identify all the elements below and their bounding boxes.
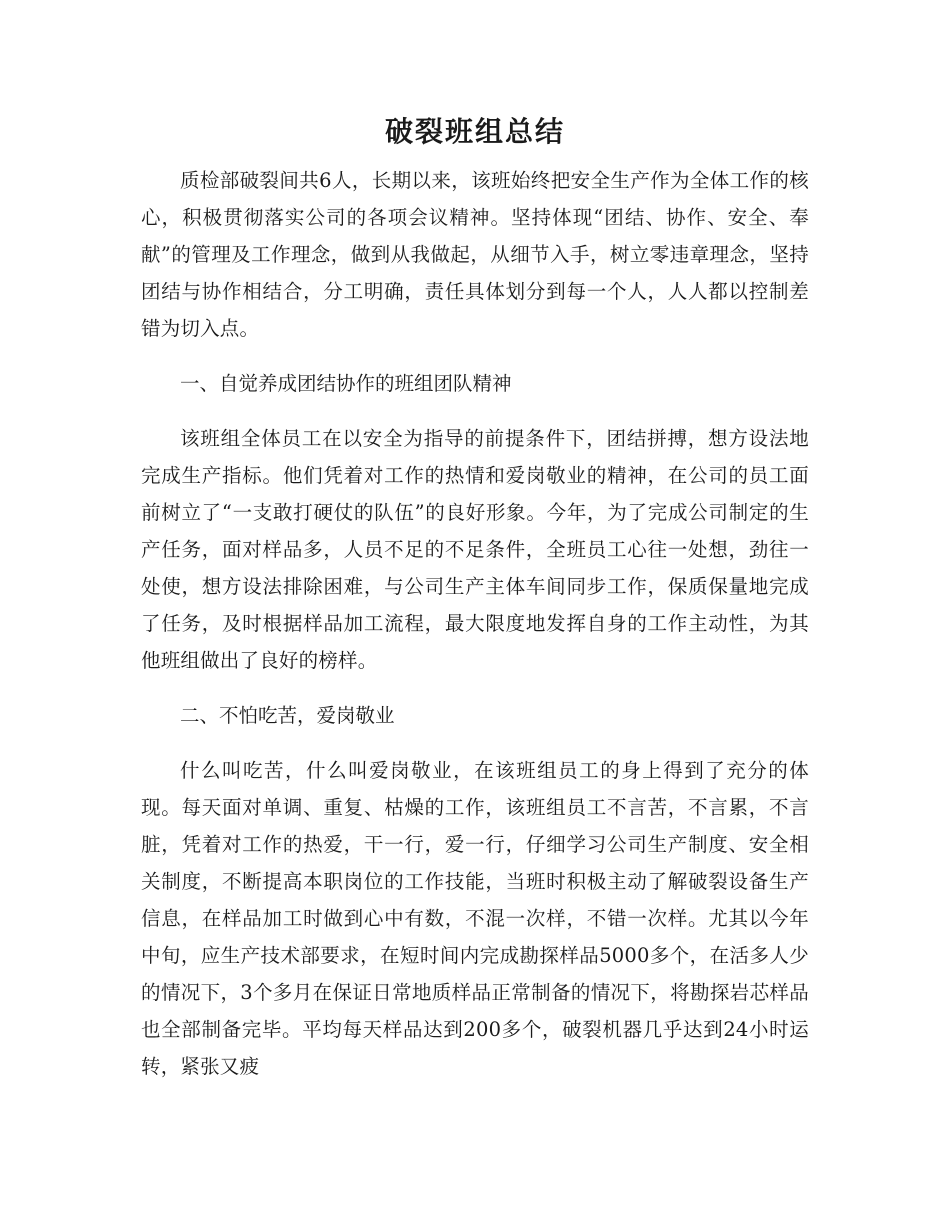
- document-title: 破裂班组总结: [384, 115, 565, 148]
- section-1-heading: 一、自觉养成团结协作的班组团队精神: [180, 372, 512, 395]
- document-body: [141, 162, 809, 1085]
- paragraph-gap: [141, 679, 809, 697]
- section-2-paragraph: 什么叫吃苦，什么叫爱岗敬业，在该班组员工的身上得到了充分的体现。每天面对单调、重复、枯燥的工作，该班组员工不言苦，不言累，不言脏，凭着对工作的热爱，干一行，爱一行，仔细学习公司生产制度、安全相关制度，不断提高本职岗位的工作技能，当班时积极主动了解破裂设备生产信息，在样品加工时做到心中有数，不混一次样，不错一次样。尤其以今年中旬，应生产技术部要求，在短时间内完成勘探样品5000多个，在活多人少的情况下，3个多月在保证日常地质样品正常制备的情况下，将勘探岩芯样品也全部制备完毕。平均每天样品达到200多个，破裂机器几乎达到24小时运转，紧张又疲: [141, 759, 809, 1078]
- section-2-heading: 二、不怕吃苦，爱岗敬业: [180, 704, 395, 727]
- paragraph-gap: [141, 734, 809, 752]
- intro-paragraph: 质检部破裂间共6人，长期以来，该班始终把安全生产作为全体工作的核心，积极贯彻落实公司的各项会议精神。坚持体现“团结、协作、安全、奉献”的管理及工作理念，做到从我做起，从细节入手，树立零违章理念，坚持团结与协作相结合，分工明确，责任具体划分到每一个人，人人都以控制差错为切入点。: [141, 169, 809, 340]
- section-1-paragraph: 该班组全体员工在以安全为指导的前提条件下，团结拼搏，想方设法地完成生产指标。他们凭着对工作的热情和爱岗敬业的精神，在公司的员工面前树立了“一支敢打硬仗的队伍”的良好形象。今年，为了完成公司制定的生产任务，面对样品多，人员不足的不足条件，全班员工心往一处想，劲往一处使，想方设法排除困难，与公司生产主体车间同步工作，保质保量地完成了任务，及时根据样品加工流程，最大限度地发挥自身的工作主动性，为其他班组做出了良好的榜样。: [141, 427, 809, 672]
- paragraph-gap: [141, 402, 809, 420]
- paragraph-gap: [141, 347, 809, 365]
